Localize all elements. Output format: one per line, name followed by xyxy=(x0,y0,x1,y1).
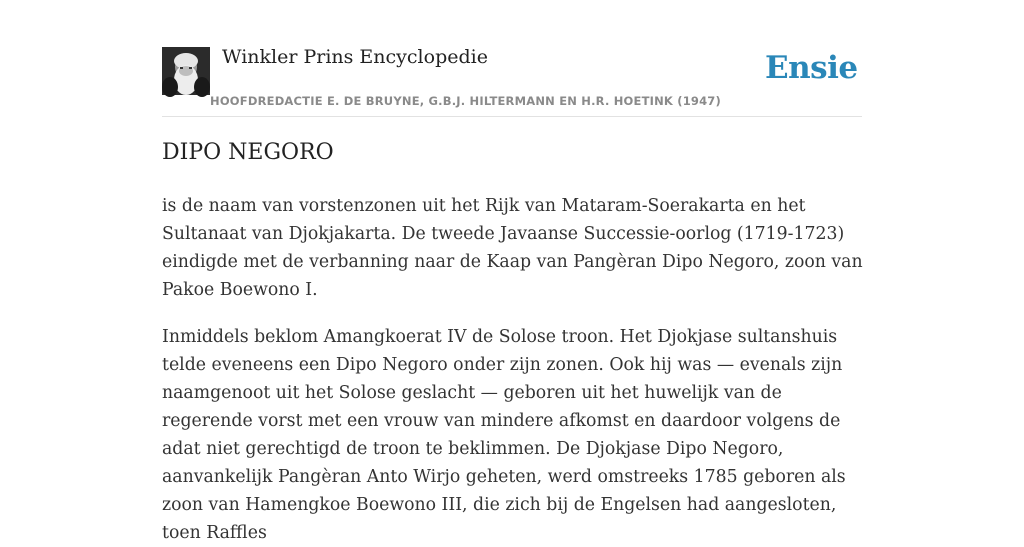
article-paragraph-1: is de naam van vorstenzonen uit het Rijk van Mataram-Soerakarta en het Sultanaat van Djokjakarta. De tweede Javaanse Successie-oorlog (1719-1723) eindigde met de verbanning naar de Kaap van Pangèran Dipo Negoro, zoon van Pakoe Boewono I. xyxy=(162,196,863,300)
bearded-man-portrait-icon xyxy=(162,47,210,95)
article-paragraph-2: Inmiddels beklom Amangkoerat IV de Solose troon. Het Djokjase sultanshuis telde eveneens een Dipo Negoro onder zijn zonen. Ook hij was — evenals zijn naamgenoot uit het Solose geslacht — geboren uit het huwelijk van de regerende vorst met een vrouw van mindere afkomst en daardoor volgens de adat niet gerechtigd de troon te beklimmen. De Djokjase Dipo Negoro, aanvankelijk Pangèran Anto Wirjo geheten, werd omstreeks 1785 geboren als zoon van Hamengkoe Boewono III, die zich bij de Engelsen had aangesloten, toen Raffles xyxy=(162,327,846,543)
site-header xyxy=(162,44,862,117)
site-title[interactable]: Winkler Prins Encyclopedie xyxy=(222,46,488,68)
editor-subtitle: HOOFDREDACTIE E. DE BRUYNE, G.B.J. HILTERMANN EN H.R. HOETINK (1947) xyxy=(210,94,721,108)
ensie-logo-link[interactable]: Ensie xyxy=(765,50,858,86)
author-avatar[interactable] xyxy=(162,47,210,95)
article-title: DIPO NEGORO xyxy=(162,140,334,165)
